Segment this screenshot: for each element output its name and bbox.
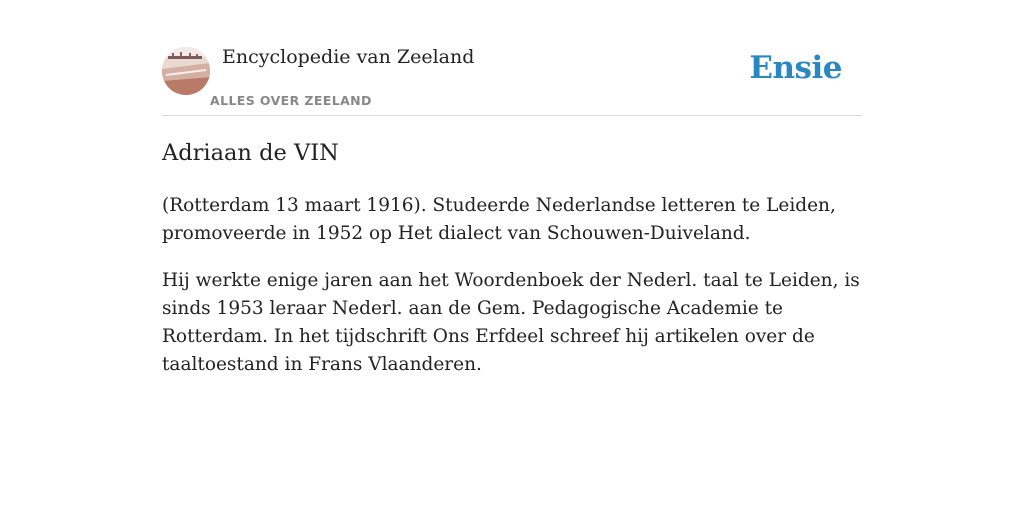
- article-paragraph: (Rotterdam 13 maart 1916). Studeerde Nederlandse letteren te Leiden, promoveerde in 1952 op Het dialect van Schouwen-Duiveland.: [162, 195, 836, 244]
- article-body: [162, 192, 862, 398]
- site-title-link[interactable]: Encyclopedie van Zeeland: [222, 46, 475, 68]
- article-paragraph: Hij werkte enige jaren aan het Woordenboek der Nederl. taal te Leiden, is sinds 1953 leraar Nederl. aan de Gem. Pedagogische Academie te Rotterdam. In het tijdschrift Ons Erfdeel schreef hij artikelen over de taaltoestand in Frans Vlaanderen.: [162, 270, 860, 375]
- site-header: [162, 0, 862, 116]
- article-title: Adriaan de VIN: [162, 140, 339, 166]
- site-subtitle: ALLES OVER ZEELAND: [210, 93, 372, 108]
- page-container: [162, 0, 862, 375]
- zeeland-avatar-icon: [162, 47, 210, 95]
- ensie-logo[interactable]: Ensie: [749, 50, 842, 86]
- avatar[interactable]: [162, 47, 210, 95]
